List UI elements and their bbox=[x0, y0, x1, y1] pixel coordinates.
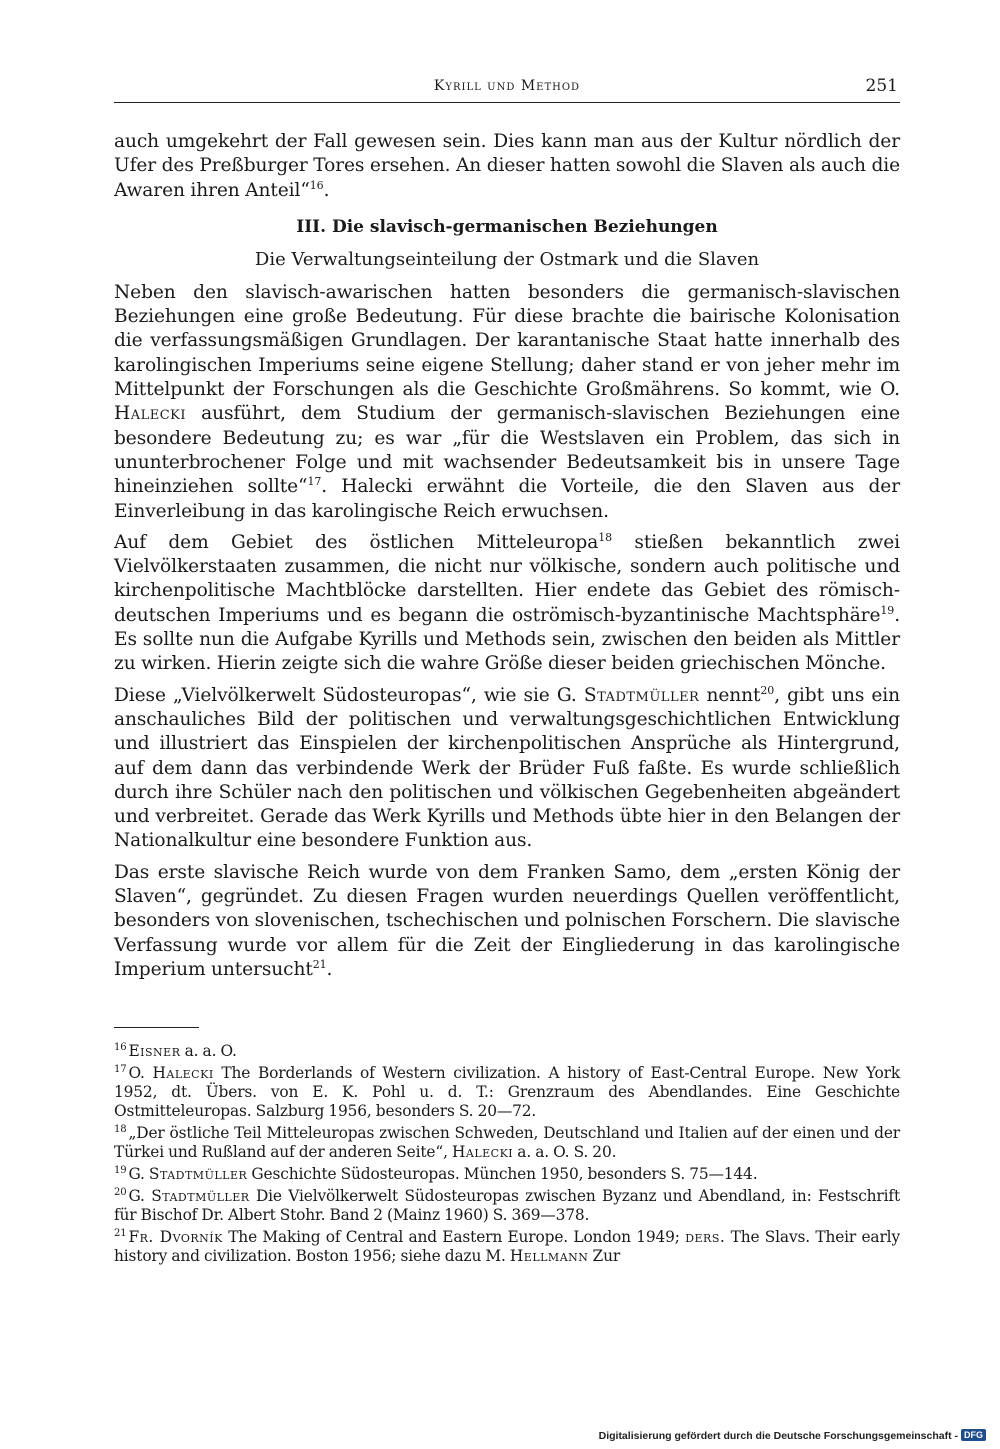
footnote-20: $^{20}$ G. Stadtmüller Die Vielvölkerwelt Südosteuropas zwischen Byzanz und Abendland, in: Festschrift für Bischof Dr. Albert Stohr. Band 2 (Mainz 1960) S. 369—378. bbox=[114, 1186, 900, 1224]
footnote-ref-16[interactable]: 16 bbox=[309, 178, 324, 192]
footnote-ref-21[interactable]: 21 bbox=[312, 957, 327, 971]
credit-text: Digitalisierung gefördert durch die Deutsche Forschungsgemeinschaft - bbox=[598, 1430, 958, 1442]
paragraph-5: Das erste slavische Reich wurde von dem Franken Samo, dem „ersten König der Slaven“, gegründet. Zu diesen Fragen wurden neuerdings Quellen veröffentlicht, besonders von slovenischen, tschechischen und polnischen Forschern. Die slavische Verfassung wurde vor allem für die Zeit der Eingliederung in das karolingische Imperium untersucht$^{21}$. bbox=[114, 861, 900, 980]
footnote-21: $^{21}$ Fr. Dvorník The Making of Central and Eastern Europe. London 1949; ders. The Slavs. Their early history and civilization. Boston 1956; siehe dazu M. Hellmann Zur bbox=[114, 1227, 900, 1265]
paragraph-4: Diese „Vielvölkerwelt Südosteuropas“, wie sie G. Stadtmüller nennt$^{20}$, gibt uns ein anschauliches Bild der politischen und verwaltungsgeschichtlichen Entwicklung und illustriert das Einspielen der kirchenpolitischen Ansprüche als Hintergrund, auf dem dann das verbindende Werk der Brüder Fuß faßte. Es wurde schließlich durch ihre Schüler nach den politischen und völkischen Gegebenheiten abgeändert und verbreitet. Gerade das Werk Kyrills und Methods übte hier in den Belangen der Nationalkultur eine besondere Funktion aus. bbox=[114, 683, 901, 852]
running-title: Kyrill und Method bbox=[433, 78, 581, 94]
paragraph-1: auch umgekehrt der Fall gewesen sein. Dies kann man aus der Kultur nördlich der Ufer des Preßburger Tores ersehen. An dieser hatten sowohl die Slaven als auch die Awaren ihren Anteil“$^{16}$. bbox=[114, 131, 900, 201]
dfg-logo: DFG bbox=[961, 1429, 986, 1441]
footnote-ref-20[interactable]: 20 bbox=[760, 683, 775, 697]
footnote-18: $^{18}$ „Der östliche Teil Mitteleuropas zwischen Schweden, Deutschland und Italien auf der einen und der Türkei und Rußland auf der anderen Seite“, Halecki a. a. O. S. 20. bbox=[114, 1123, 900, 1161]
footnotes bbox=[114, 1042, 900, 1269]
footnote-16: $^{16}$ Eisner a. a. O. bbox=[114, 1041, 237, 1060]
section-heading: III. Die slavisch-germanischen Beziehungen bbox=[296, 216, 718, 237]
footnote-17: $^{17}$ O. Halecki The Borderlands of Western civilization. A history of East-Central Europe. New York 1952, dt. Übers. von E. K. Pohl u. d. T.: Grenzraum des Abendlandes. Eine Geschichte Ostmitteleuropas. Salzburg 1956, besonders S. 20—72. bbox=[114, 1063, 901, 1120]
subheading: Die Verwaltungseinteilung der Ostmark und die Slaven bbox=[254, 248, 760, 270]
page-number: 251 bbox=[865, 76, 898, 96]
paragraph-3: Auf dem Gebiet des östlichen Mitteleuropa$^{18}$ stießen bekanntlich zwei Vielvölkerstaaten zusammen, die nicht nur völkische, sondern auch politische und kirchenpolitische Machtblöcke darstellten. Hier endete das Gebiet des römisch-deutschen Imperiums und es begann die oströmisch-byzantinische Machtsphäre$^{19}$. Es sollte nun die Aufgabe Kyrills und Methods sein, zwischen den beiden als Mittler zu wirken. Hierin zeigte sich die wahre Größe dieser beiden griechischen Mönche. bbox=[114, 530, 900, 675]
footnote-ref-19[interactable]: 19 bbox=[880, 603, 895, 617]
body-text bbox=[114, 130, 900, 982]
page-header bbox=[114, 76, 900, 103]
author-name: Halecki bbox=[114, 403, 187, 425]
footnote-ref-18[interactable]: 18 bbox=[598, 530, 613, 544]
footnote-divider bbox=[114, 1027, 199, 1028]
author-name: Stadtmüller bbox=[583, 684, 700, 706]
footnote-ref-17[interactable]: 17 bbox=[307, 475, 322, 489]
paragraph-2: Neben den slavisch-awarischen hatten besonders die germanisch-slavischen Beziehungen eine große Bedeutung. Für diese brachte die bairische Kolonisation die verfassungsmäßigen Grundlagen. Der karantanische Staat hatte innerhalb des karolingischen Imperiums seine eigene Stellung; daher stand er von jeher mehr im Mittelpunkt der Forschungen als die Geschichte Großmährens. So kommt, wie O. Halecki ausführt, dem Studium der germanisch-slavischen Beziehungen eine besondere Bedeutung zu; es war „für die Westslaven ein Problem, das sich in ununterbrochener Folge und mit wachsender Bedeutsamkeit bis in unsere Tage hineinziehen sollte“$^{17}$. Halecki erwähnt die Vorteile, die den Slaven aus der Einverleibung in das karolingische Reich erwuchsen. bbox=[114, 281, 900, 522]
footnote-19: $^{19}$ G. Stadtmüller Geschichte Südosteuropas. München 1950, besonders S. 75—144. bbox=[114, 1164, 758, 1183]
digitization-credit bbox=[599, 1429, 986, 1442]
